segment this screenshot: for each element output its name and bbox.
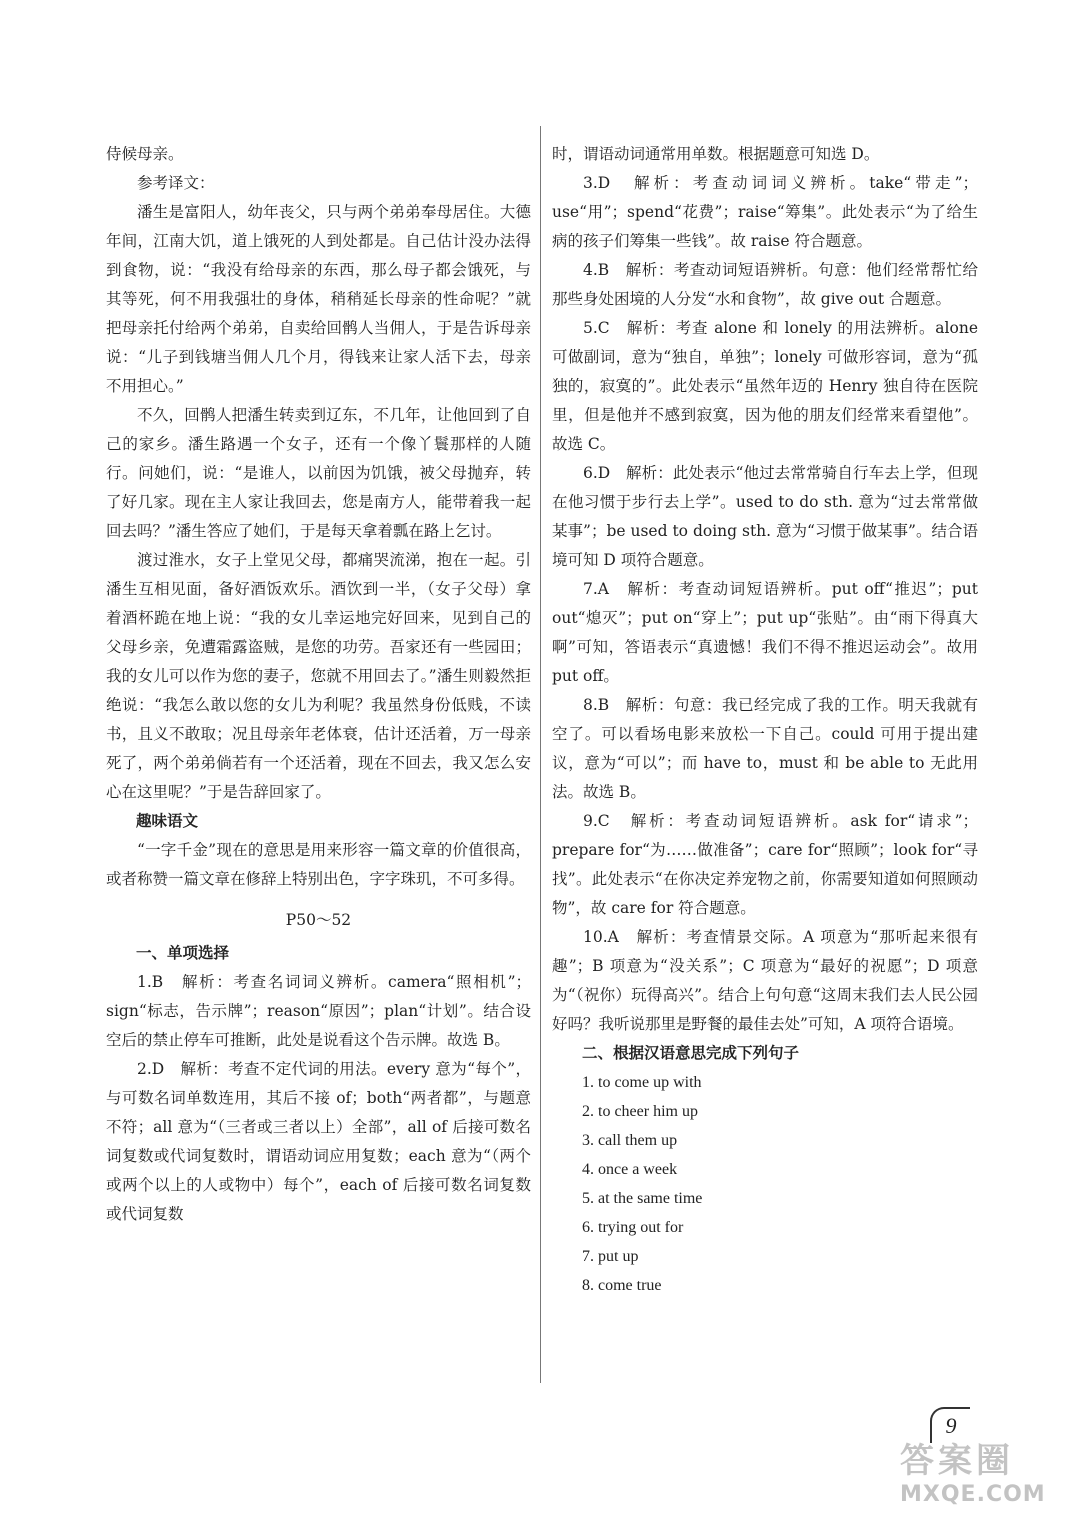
- fun-chinese-paragraph: “一字千金”现在的意思是用来形容一篇文章的价值很高，或者称赞一篇文章在修辞上特别出色，字字珠玑，不可多得。: [106, 841, 531, 888]
- question-3-explanation: 3.D 解析：考查动词词义辨析。take“带走”；use“用”；spend“花费”；raise“筹集”。此处表示“为了给生病的孩子们筹集一些钱”。故 raise 符合题意。: [552, 174, 978, 250]
- paragraph-continuation: 侍候母亲。: [106, 145, 184, 163]
- page-range: P50～52: [285, 911, 352, 929]
- question-7-explanation: 7.A 解析：考查动词短语辨析。put off“推迟”；put out“熄灭”；put on“穿上”；put up“张贴”。由“雨下得真大啊”可知，答语表示“真遗憾！我们不得不推迟运动会”。故用 put off。: [552, 580, 978, 685]
- watermark-logo: [900, 1440, 1070, 1520]
- answer-3: 3. call them up: [582, 1132, 678, 1149]
- question-8-explanation: 8.B 解析：句意：我已经完成了我的工作。明天我就有空了。可以看场电影来放松一下自己。could 可用于提出建议，意为“可以”；而 have to，must 和 be able to 无此用法。故选 B。: [552, 696, 978, 801]
- answer-8: 8. come true: [582, 1277, 662, 1294]
- right-column: [552, 140, 978, 1300]
- section-one-heading: 一、单项选择: [136, 944, 230, 962]
- answer-1: 1. to come up with: [582, 1074, 702, 1091]
- translation-paragraph-1: 潘生是富阳人，幼年丧父，只与两个弟弟奉母居住。大德年间，江南大饥，道上饿死的人到处都是。自己估计没办法得到食物，说：“我没有给母亲的东西，那么母子都会饿死，与其等死，何不用我强壮的身体，稍稍延长母亲的性命呢？”就把母亲托付给两个弟弟，自卖给回鹘人当佣人，于是告诉母亲说：“儿子到钱塘当佣人几个月，得钱来让家人活下去，母亲不用担心。”: [106, 203, 531, 395]
- question-2-explanation: 2.D 解析：考查不定代词的用法。every 意为“每个”，与可数名词单数连用，其后不接 of；both“两者都”，与题意不符；all 意为“（三者或三者以上）全部”，all of 后接可数名词复数或代词复数时，谓语动词应用复数；each 意为“（两个或两个以上的人或物中）每个”，each of 后接可数名词复数或代词复数: [106, 1060, 531, 1223]
- answer-4: 4. once a week: [582, 1161, 678, 1178]
- answer-6: 6. trying out for: [582, 1219, 684, 1236]
- watermark-bottom-text: MXQE.COM: [900, 1482, 1046, 1507]
- watermark-top-text: 答案圈: [900, 1441, 1014, 1481]
- fun-chinese-heading: 趣味语文: [136, 812, 199, 830]
- translation-paragraph-3: 渡过淮水，女子上堂见父母，都痛哭流涕，抱在一起。引潘生互相见面，备好酒饭欢乐。酒饮到一半，（女子父母）拿着酒杯跪在地上说：“我的女儿幸运地完好回来，见到自己的父母乡亲，免遭霜露盗贼，是您的功劳。吾家还有一些园田；我的女儿可以作为您的妻子，您就不用回去了。”潘生则毅然拒绝说：“我怎么敢以您的女儿为利呢？我虽然身份低贱，不读书，且义不敢取；况且母亲年老体衰，估计还活着，万一母亲死了，两个弟弟倘若有一个还活着，现在不回去，我又怎么安心在这里呢？”于是告辞回家了。: [106, 551, 531, 801]
- translation-heading: 参考译文：: [137, 174, 215, 192]
- column-divider: [540, 126, 541, 1383]
- question-2-continuation: 时，谓语动词通常用单数。根据题意可知选 D。: [552, 145, 880, 163]
- question-10-explanation: 10.A 解析：考查情景交际。A 项意为“那听起来很有趣”；B 项意为“没关系”；C 项意为“最好的祝愿”；D 项意为“（祝你）玩得高兴”。结合上句句意“这周末我们去人民公园好吗？我听说那里是野餐的最佳去处”可知，A 项符合语境。: [552, 928, 978, 1033]
- question-1-explanation: 1.B 解析：考查名词词义辨析。camera“照相机”；sign“标志，告示牌”；reason“原因”；plan“计划”。结合设空后的禁止停车可推断，此处是说看这个告示牌。故选 B。: [106, 973, 531, 1049]
- answer-5: 5. at the same time: [582, 1190, 703, 1207]
- page-number: 9: [930, 1407, 970, 1443]
- answer-7: 7. put up: [582, 1248, 639, 1265]
- question-4-explanation: 4.B 解析：考查动词短语辨析。句意：他们经常帮忙给那些身处困境的人分发“水和食物”，故 give out 合题意。: [552, 261, 978, 308]
- question-6-explanation: 6.D 解析：此处表示“他过去常常骑自行车去上学，但现在他习惯于步行去上学”。used to do sth. 意为“过去常常做某事”；be used to doing sth. 意为“习惯于做某事”。结合语境可知 D 项符合题意。: [552, 464, 978, 569]
- answer-2: 2. to cheer him up: [582, 1103, 698, 1120]
- question-9-explanation: 9.C 解析：考查动词短语辨析。ask for“请求”；prepare for“为……做准备”；care for“照顾”；look for“寻找”。此处表示“在你决定养宠物之前，你需要知道如何照顾动物”，故 care for 符合题意。: [552, 812, 978, 917]
- question-5-explanation: 5.C 解析：考查 alone 和 lonely 的用法辨析。alone 可做副词，意为“独自，单独”；lonely 可做形容词，意为“孤独的，寂寞的”。此处表示“虽然年迈的 Henry 独自待在医院里，但是他并不感到寂寞，因为他的朋友们经常来看望他”。故选 C。: [552, 319, 978, 453]
- translation-paragraph-2: 不久，回鹘人把潘生转卖到辽东，不几年，让他回到了自己的家乡。潘生路遇一个女子，还有一个像丫鬟那样的人随行。问她们，说：“是谁人，以前因为饥饿，被父母抛弃，转了好几家。现在主人家让我回去，您是南方人，能带着我一起回去吗？”潘生答应了她们，于是每天拿着瓢在路上乞讨。: [106, 406, 531, 540]
- left-column: [106, 140, 531, 1229]
- section-two-heading: 二、根据汉语意思完成下列句子: [582, 1044, 800, 1062]
